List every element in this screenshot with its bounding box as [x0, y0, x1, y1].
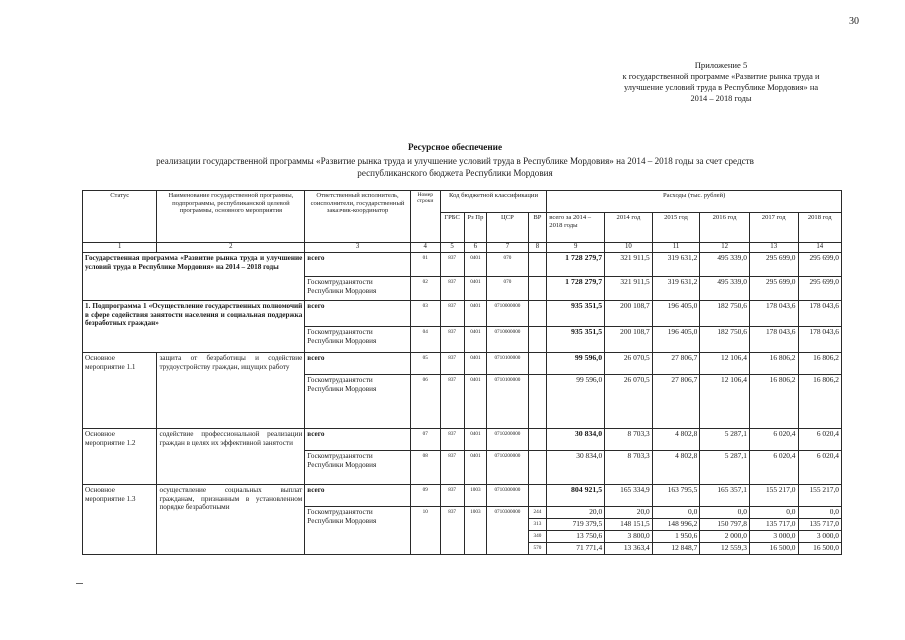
rzpr-cell: 0401 — [464, 277, 487, 301]
appendix-header — [596, 60, 846, 104]
grbs-cell: 837 — [440, 507, 464, 555]
vr-cell — [528, 375, 547, 429]
amount-2018-cell: 0,0 — [798, 507, 842, 519]
column-number: 14 — [798, 243, 842, 253]
amount-2018-cell: 6 020,4 — [798, 451, 842, 485]
grbs-cell: 837 — [440, 429, 464, 451]
row-number-cell: 02 — [410, 277, 440, 301]
header-grbs: ГРБС — [440, 213, 464, 243]
amount-2016-cell: 165 357,1 — [700, 485, 750, 507]
document-subtitle — [60, 155, 850, 179]
header-row-number: Номер строки — [410, 191, 440, 243]
table-row — [83, 253, 842, 277]
amount-2016-cell: 2 000,0 — [700, 531, 750, 543]
executor-cell: всего — [305, 353, 410, 375]
grbs-cell: 837 — [440, 253, 464, 277]
amount-2018-cell: 3 000,0 — [798, 531, 842, 543]
vr-cell: 244 — [528, 507, 547, 519]
document-title: Ресурсное обеспечение — [407, 142, 503, 152]
amount-2017-cell: 3 000,0 — [749, 531, 798, 543]
vr-cell: 340 — [528, 531, 547, 543]
amount-2017-cell: 16 806,2 — [749, 353, 798, 375]
page-number: 30 — [849, 16, 859, 27]
amount-2015-cell: 163 795,5 — [652, 485, 700, 507]
amount-2017-cell: 16 500,0 — [749, 543, 798, 555]
header-csr: ЦСР — [487, 213, 528, 243]
amount-2017-cell: 6 020,4 — [749, 429, 798, 451]
amount-2014-cell: 26 070,5 — [605, 375, 653, 429]
total-cell: 71 771,4 — [547, 543, 605, 555]
rzpr-cell: 0401 — [464, 253, 487, 277]
total-cell: 30 834,0 — [547, 451, 605, 485]
total-cell: 20,0 — [547, 507, 605, 519]
amount-2014-cell: 321 911,5 — [605, 253, 653, 277]
header-total: всего за 2014 – 2018 годы — [547, 213, 605, 243]
rzpr-cell: 0401 — [464, 353, 487, 375]
header-2016: 2016 год — [700, 213, 750, 243]
executor-cell: всего — [305, 301, 410, 327]
header-rzpr: Рз Пр — [464, 213, 487, 243]
csr-cell: 070 — [487, 277, 528, 301]
row-number-cell: 05 — [410, 353, 440, 375]
row-number-cell: 01 — [410, 253, 440, 277]
header-2014: 2014 год — [605, 213, 653, 243]
grbs-cell: 837 — [440, 301, 464, 327]
column-number: 5 — [440, 243, 464, 253]
column-numbers-row — [83, 243, 842, 253]
status-cell: Основное мероприятие 1.2 — [83, 429, 157, 485]
amount-2018-cell: 295 699,0 — [798, 253, 842, 277]
column-number: 3 — [305, 243, 410, 253]
amount-2017-cell: 0,0 — [749, 507, 798, 519]
status-cell: Основное мероприятие 1.1 — [83, 353, 157, 429]
header-2015: 2015 год — [652, 213, 700, 243]
amount-2015-cell: 0,0 — [652, 507, 700, 519]
amount-2014-cell: 13 363,4 — [605, 543, 653, 555]
amount-2018-cell: 16 806,2 — [798, 375, 842, 429]
executor-cell: Госкомтрудзанятости Республики Мордовия — [305, 277, 410, 301]
executor-cell: Госкомтрудзанятости Республики Мордовия — [305, 507, 410, 555]
grbs-cell: 837 — [440, 375, 464, 429]
amount-2017-cell: 135 717,0 — [749, 519, 798, 531]
column-number: 12 — [700, 243, 750, 253]
rzpr-cell: 0401 — [464, 327, 487, 353]
total-cell: 935 351,5 — [547, 327, 605, 353]
total-cell: 719 379,5 — [547, 519, 605, 531]
header-name: Наименование государственной программы, подпрограммы, республиканской целевой программы, основного мероприятия — [157, 191, 305, 243]
executor-cell: Госкомтрудзанятости Республики Мордовия — [305, 451, 410, 485]
amount-2016-cell: 495 339,0 — [700, 277, 750, 301]
amount-2014-cell: 165 334,9 — [605, 485, 653, 507]
amount-2018-cell: 155 217,0 — [798, 485, 842, 507]
total-cell: 99 596,0 — [547, 353, 605, 375]
document-subtitle-line-2: республиканского бюджета Республики Мордовия — [357, 168, 553, 178]
amount-2018-cell: 178 043,6 — [798, 327, 842, 353]
executor-cell: всего — [305, 429, 410, 451]
csr-cell: 0710100000 — [487, 375, 528, 429]
amount-2018-cell: 16 500,0 — [798, 543, 842, 555]
amount-2017-cell: 178 043,6 — [749, 301, 798, 327]
grbs-cell: 837 — [440, 485, 464, 507]
executor-cell: Госкомтрудзанятости Республики Мордовия — [305, 327, 410, 353]
header-expenses: Расходы (тыс. рублей) — [547, 191, 842, 213]
vr-cell — [528, 277, 547, 301]
amount-2014-cell: 200 108,7 — [605, 301, 653, 327]
column-number: 7 — [487, 243, 528, 253]
amount-2018-cell: 16 806,2 — [798, 353, 842, 375]
amount-2014-cell: 321 911,5 — [605, 277, 653, 301]
amount-2015-cell: 27 806,7 — [652, 353, 700, 375]
row-number-cell: 06 — [410, 375, 440, 429]
vr-cell — [528, 327, 547, 353]
table-row — [83, 353, 842, 375]
column-number: 1 — [83, 243, 157, 253]
header-budget-code: Код бюджетной классификации — [440, 191, 547, 213]
appendix-heading: Приложение 5 — [694, 60, 748, 70]
amount-2016-cell: 5 287,1 — [700, 451, 750, 485]
total-cell: 30 834,0 — [547, 429, 605, 451]
amount-2017-cell: 295 699,0 — [749, 253, 798, 277]
table-row — [83, 429, 842, 451]
row-number-cell: 10 — [410, 507, 440, 555]
header-vr: ВР — [528, 213, 547, 243]
amount-2016-cell: 12 106,4 — [700, 353, 750, 375]
amount-2015-cell: 319 631,2 — [652, 277, 700, 301]
csr-cell: 0710300000 — [487, 485, 528, 507]
amount-2016-cell: 150 797,8 — [700, 519, 750, 531]
amount-2017-cell: 16 806,2 — [749, 375, 798, 429]
column-number: 10 — [605, 243, 653, 253]
amount-2015-cell: 196 405,0 — [652, 327, 700, 353]
header-2018: 2018 год — [798, 213, 842, 243]
vr-cell: 313 — [528, 519, 547, 531]
csr-cell: 0710000000 — [487, 301, 528, 327]
amount-2015-cell: 12 848,7 — [652, 543, 700, 555]
subprogram-name-cell: 1. Подпрограмма 1 «Осуществление государственных полномочий в сфере содействия занятости населения и социальная поддержка безработных граждан» — [83, 301, 305, 353]
amount-2018-cell: 178 043,6 — [798, 301, 842, 327]
header-status: Статус — [83, 191, 157, 243]
column-number: 13 — [749, 243, 798, 253]
column-number: 4 — [410, 243, 440, 253]
amount-2015-cell: 27 806,7 — [652, 375, 700, 429]
amount-2016-cell: 495 339,0 — [700, 253, 750, 277]
amount-2015-cell: 4 802,8 — [652, 451, 700, 485]
grbs-cell: 837 — [440, 353, 464, 375]
executor-cell: всего — [305, 485, 410, 507]
rzpr-cell: 1003 — [464, 485, 487, 507]
rzpr-cell: 0401 — [464, 375, 487, 429]
vr-cell — [528, 485, 547, 507]
amount-2016-cell: 12 106,4 — [700, 375, 750, 429]
amount-2016-cell: 12 559,3 — [700, 543, 750, 555]
total-cell: 13 750,6 — [547, 531, 605, 543]
amount-2018-cell: 6 020,4 — [798, 429, 842, 451]
name-cell: защита от безработицы и содействие трудоустройству граждан, ищущих работу — [157, 353, 305, 429]
csr-cell: 0710200000 — [487, 429, 528, 451]
column-number: 9 — [547, 243, 605, 253]
csr-cell: 0710300000 — [487, 507, 528, 555]
column-number: 6 — [464, 243, 487, 253]
amount-2017-cell: 155 217,0 — [749, 485, 798, 507]
csr-cell: 0710100000 — [487, 353, 528, 375]
amount-2015-cell: 196 405,0 — [652, 301, 700, 327]
resource-table — [82, 190, 842, 555]
column-number: 8 — [528, 243, 547, 253]
amount-2017-cell: 6 020,4 — [749, 451, 798, 485]
name-cell: содействие профессиональной реализации граждан в целях их эффективной занятости — [157, 429, 305, 485]
amount-2014-cell: 8 703,3 — [605, 451, 653, 485]
amount-2018-cell: 135 717,0 — [798, 519, 842, 531]
appendix-line-3: 2014 – 2018 годы — [690, 94, 752, 103]
amount-2016-cell: 5 287,1 — [700, 429, 750, 451]
amount-2014-cell: 26 070,5 — [605, 353, 653, 375]
row-number-cell: 08 — [410, 451, 440, 485]
vr-cell — [528, 353, 547, 375]
amount-2017-cell: 178 043,6 — [749, 327, 798, 353]
amount-2016-cell: 0,0 — [700, 507, 750, 519]
amount-2015-cell: 319 631,2 — [652, 253, 700, 277]
vr-cell — [528, 429, 547, 451]
amount-2014-cell: 3 800,0 — [605, 531, 653, 543]
amount-2015-cell: 4 802,8 — [652, 429, 700, 451]
amount-2014-cell: 200 108,7 — [605, 327, 653, 353]
vr-cell — [528, 253, 547, 277]
amount-2015-cell: 148 996,2 — [652, 519, 700, 531]
amount-2018-cell: 295 699,0 — [798, 277, 842, 301]
header-executor: Ответственный исполнитель, соисполнители, государственный заказчик-координатор — [305, 191, 410, 243]
column-number: 2 — [157, 243, 305, 253]
row-number-cell: 07 — [410, 429, 440, 451]
appendix-line-2: улучшение условий труда в Республике Мордовия» на — [623, 83, 819, 92]
name-cell: осуществление социальных выплат гражданам, признанным в установленном порядке безработными — [157, 485, 305, 555]
rzpr-cell: 0401 — [464, 429, 487, 451]
row-number-cell: 03 — [410, 301, 440, 327]
csr-cell: 070 — [487, 253, 528, 277]
executor-cell: всего — [305, 253, 410, 277]
amount-2014-cell: 8 703,3 — [605, 429, 653, 451]
status-cell: Основное мероприятие 1.3 — [83, 485, 157, 555]
rzpr-cell: 0401 — [464, 301, 487, 327]
header-2017: 2017 год — [749, 213, 798, 243]
table-row — [83, 485, 842, 507]
executor-cell: Госкомтрудзанятости Республики Мордовия — [305, 375, 410, 429]
csr-cell: 0710000000 — [487, 327, 528, 353]
header-row-1 — [83, 191, 842, 213]
amount-2017-cell: 295 699,0 — [749, 277, 798, 301]
amount-2016-cell: 182 750,6 — [700, 327, 750, 353]
amount-2016-cell: 182 750,6 — [700, 301, 750, 327]
grbs-cell: 837 — [440, 277, 464, 301]
margin-mark — [76, 583, 83, 584]
csr-cell: 0710200000 — [487, 451, 528, 485]
total-cell: 99 596,0 — [547, 375, 605, 429]
column-number: 11 — [652, 243, 700, 253]
amount-2014-cell: 148 151,5 — [605, 519, 653, 531]
total-cell: 935 351,5 — [547, 301, 605, 327]
appendix-line-1: к государственной программе «Развитие рынка труда и — [622, 72, 820, 81]
vr-cell — [528, 301, 547, 327]
amount-2015-cell: 1 950,6 — [652, 531, 700, 543]
total-cell: 1 728 279,7 — [547, 253, 605, 277]
row-number-cell: 04 — [410, 327, 440, 353]
vr-cell: 570 — [528, 543, 547, 555]
total-cell: 804 921,5 — [547, 485, 605, 507]
rzpr-cell: 1003 — [464, 507, 487, 555]
table-row — [83, 301, 842, 327]
rzpr-cell: 0401 — [464, 451, 487, 485]
grbs-cell: 837 — [440, 451, 464, 485]
vr-cell — [528, 451, 547, 485]
document-subtitle-line-1: реализации государственной программы «Развитие рынка труда и улучшение условий труда в Республике Мордовия» на 2014 – 2018 годы за счет средств — [156, 156, 754, 166]
total-cell: 1 728 279,7 — [547, 277, 605, 301]
row-number-cell: 09 — [410, 485, 440, 507]
grbs-cell: 837 — [440, 327, 464, 353]
program-name-cell: Государственная программа «Развитие рынка труда и улучшение условий труда в Республике Мордовия» на 2014 – 2018 годы — [83, 253, 305, 301]
amount-2014-cell: 20,0 — [605, 507, 653, 519]
